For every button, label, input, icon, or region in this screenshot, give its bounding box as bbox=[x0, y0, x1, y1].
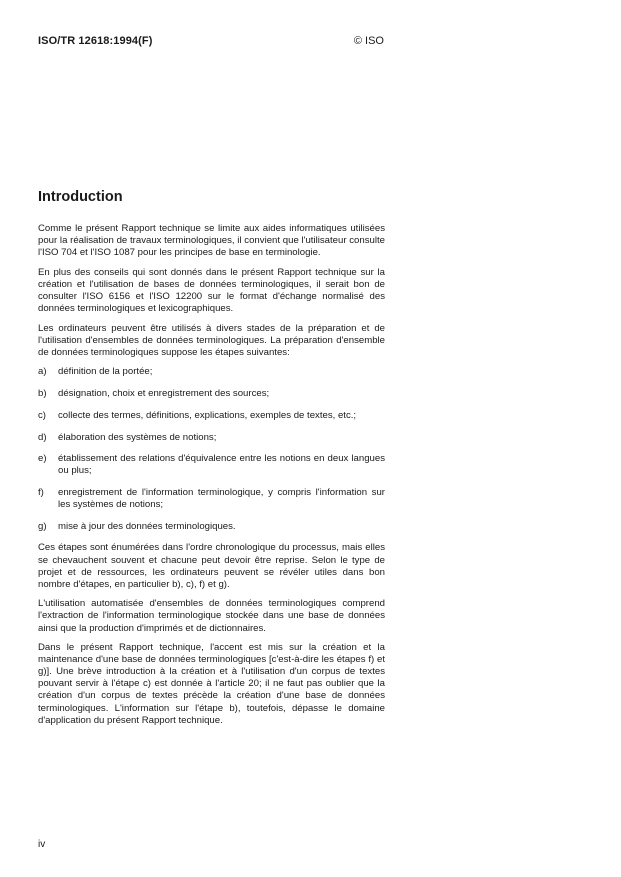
steps-list bbox=[38, 366, 385, 532]
intro-paragraph-3: Les ordinateurs peuvent être utilisés à divers stades de la préparation et de l'utilisation d'ensembles de données terminologiques. La préparation d'ensemble de données terminologiques suppose les étapes suivantes: bbox=[38, 322, 385, 358]
list-item-marker: d) bbox=[38, 431, 47, 443]
list-item bbox=[38, 432, 385, 444]
list-item bbox=[38, 487, 385, 511]
page-number: iv bbox=[38, 839, 46, 850]
closing-paragraph-2: L'utilisation automatisée d'ensembles de données terminologiques comprend l'extraction de l'information terminologique stockée dans une base de données ainsi que la production d'imprimés et de dictionnaires. bbox=[38, 598, 385, 634]
list-item bbox=[38, 388, 385, 400]
list-item-marker: e) bbox=[38, 453, 47, 465]
list-item-marker: b) bbox=[38, 388, 47, 400]
list-item-text: collecte des termes, définitions, explications, exemples de textes, etc.; bbox=[58, 409, 357, 421]
section-title: Introduction bbox=[38, 189, 123, 205]
list-item-marker: a) bbox=[38, 366, 47, 378]
list-item bbox=[38, 410, 385, 422]
list-item-text: enregistrement de l'information terminologique, y compris l'information sur les systèmes de notions; bbox=[58, 486, 385, 511]
list-item-text: établissement des relations d'équivalence entre les notions en deux langues ou plus; bbox=[58, 453, 385, 477]
copyright-notice: © ISO bbox=[353, 35, 384, 47]
list-item-text: élaboration des systèmes de notions; bbox=[58, 431, 217, 443]
list-item-marker: g) bbox=[38, 520, 47, 532]
list-item-text: définition de la portée; bbox=[58, 366, 153, 378]
closing-paragraph-3: Dans le présent Rapport technique, l'accent est mis sur la création et la maintenance d'une base de données terminologiques [c'est-à-dire les étapes f) et g)]. Une brève introduction à la création et à l'utilisation d'un corpus de textes pouvant servir à l'étape c) est donnée à l'article 20; il ne faut pas oublier que la création d'un corpus de textes précède la création d'une base de données terminologiques. L'information sur l'étape b), toutefois, dépasse le domaine d'application du présent Rapport technique. bbox=[38, 642, 385, 726]
introduction-body bbox=[38, 223, 385, 734]
list-item-text: désignation, choix et enregistrement des sources; bbox=[58, 388, 270, 400]
list-item-text: mise à jour des données terminologiques. bbox=[58, 520, 236, 532]
document-identifier: ISO/TR 12618:1994(F) bbox=[38, 35, 153, 47]
list-item-marker: c) bbox=[38, 409, 46, 421]
list-item bbox=[38, 366, 385, 378]
closing-paragraph-1: Ces étapes sont énumérées dans l'ordre chronologique du processus, mais elles se chevauchent souvent et chacune peut devoir être reprise. Selon le type de projet et de ressources, les ordinateurs peuvent se révéler utiles dans bon nombre d'étapes, en particulier b), c), f) et g). bbox=[38, 542, 385, 590]
list-item-marker: f) bbox=[38, 486, 44, 498]
intro-paragraph-2: En plus des conseils qui sont donnés dans le présent Rapport technique sur la création et l'utilisation de bases de données terminologiques, il serait bon de consulter l'ISO 6156 et l'ISO 12200 sur le format d'échange normalisé des données terminologiques et lexicographiques. bbox=[38, 266, 385, 315]
intro-paragraph-1: Comme le présent Rapport technique se limite aux aides informatiques utilisées pour la réalisation de travaux terminologiques, il convient que l'utilisateur consulte l'ISO 704 et l'ISO 1087 pour les principes de base en terminologie. bbox=[38, 223, 385, 259]
list-item bbox=[38, 453, 385, 477]
list-item bbox=[38, 521, 385, 533]
